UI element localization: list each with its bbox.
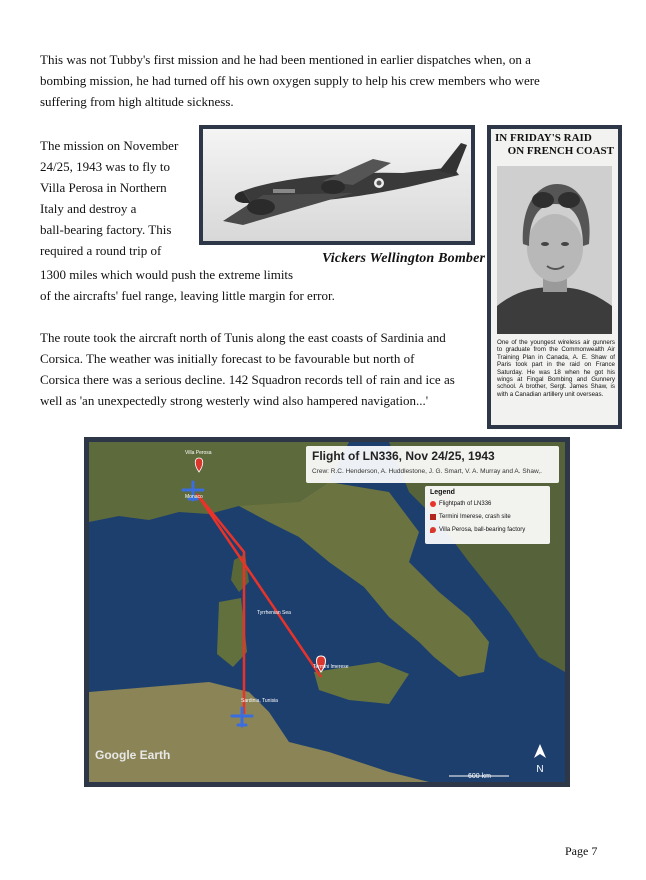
- flightpath-icon: [430, 501, 436, 507]
- text-line: 1300 miles which would push the extreme limits: [40, 267, 294, 282]
- legend-title: Legend: [430, 489, 455, 496]
- bomber-caption: Vickers Wellington Bomber: [322, 251, 486, 266]
- bomber-illustration: [203, 129, 471, 241]
- page-number: Page 7: [565, 844, 598, 858]
- airman-portrait: [497, 166, 612, 334]
- wellington-bomber-photo: [199, 125, 475, 245]
- text-line: required a round trip of: [40, 243, 162, 258]
- paragraph-mission-range: [40, 264, 360, 306]
- pin-icon: [430, 527, 436, 533]
- label-monaco: Monaco: [185, 494, 203, 500]
- north-label: N: [536, 764, 544, 774]
- text-line: This was not Tubby's first mission and he had been mentioned in earlier dispatches when, on a: [40, 52, 531, 67]
- map-crew: Crew: R.C. Henderson, A. Huddlestone, J. G. Smart, V. A. Murray and A. Shaw,.: [312, 468, 542, 475]
- label-sardinia-tunisia: Sardinia, Tunisia: [241, 698, 278, 704]
- google-earth-watermark: Google Earth: [95, 748, 171, 762]
- paragraph-route: [40, 327, 480, 411]
- map-legend: [425, 486, 550, 544]
- text-line: The mission on November: [40, 138, 179, 153]
- label-villa-perosa: Villa Perosa: [185, 450, 212, 456]
- map-title: Flight of LN336, Nov 24/25, 1943: [312, 449, 495, 463]
- text-line: bombing mission, he had turned off his own oxygen supply to help his crew members who were: [40, 73, 540, 88]
- text-line: The route took the aircraft north of Tunis along the east coasts of Sardinia and: [40, 330, 446, 345]
- text-line: ball-bearing factory. This: [40, 222, 172, 237]
- label-tyrrhenian-sea: Tyrrhenian Sea: [257, 610, 291, 616]
- newspaper-article-text: One of the youngest wireless air gunners to graduate from the Commonwealth Air Training Plan in Canada, A. E. Shaw of Paris took part in the raid on France Saturday. He was 18 when he got his wings at Fingal Bombing and Gunnery school. A brother, Sergt. James Shaw, is with a Canadian artillery unit overseas.: [497, 339, 615, 398]
- text-line: Italy and destroy a: [40, 201, 137, 216]
- legend-item-label: Villa Perosa, ball-bearing factory: [439, 527, 526, 533]
- flight-path-map: [84, 437, 570, 787]
- text-line: Villa Perosa in Northern: [40, 180, 167, 195]
- paragraph-oxygen-story: [40, 49, 565, 112]
- legend-crash-site: [430, 514, 511, 520]
- text-line: Corsica. The weather was initially forecast to be favourable but north of: [40, 351, 415, 366]
- legend-item-label: Termini Imerese, crash site: [439, 514, 511, 520]
- newspaper-clipping: [487, 125, 622, 429]
- map-title-box: [306, 446, 559, 483]
- newspaper-headline: [495, 132, 614, 158]
- headline-line-1: IN FRIDAY'S RAID: [495, 132, 592, 144]
- text-line: well as 'an unexpectedly strong westerly wind also hampered navigation...': [40, 393, 429, 408]
- text-line: suffering from high altitude sickness.: [40, 94, 234, 109]
- text-line: 24/25, 1943 was to fly to: [40, 159, 170, 174]
- map-scale: 600 km: [468, 773, 491, 780]
- text-line: Corsica there was a serious decline. 142 Squadron records tell of rain and ice as: [40, 372, 455, 387]
- label-termini-imerese: Termini Imerese: [313, 664, 349, 670]
- text-line: of the aircrafts' fuel range, leaving little margin for error.: [40, 288, 335, 303]
- legend-factory: [430, 527, 525, 533]
- crash-site-icon: [430, 514, 436, 520]
- legend-item-label: Flightpath of LN336: [439, 501, 492, 507]
- paragraph-mission-intro: [40, 135, 200, 261]
- north-arrow-icon: [533, 744, 547, 774]
- legend-flightpath: [430, 501, 491, 507]
- headline-line-2: ON FRENCH COAST: [507, 145, 614, 157]
